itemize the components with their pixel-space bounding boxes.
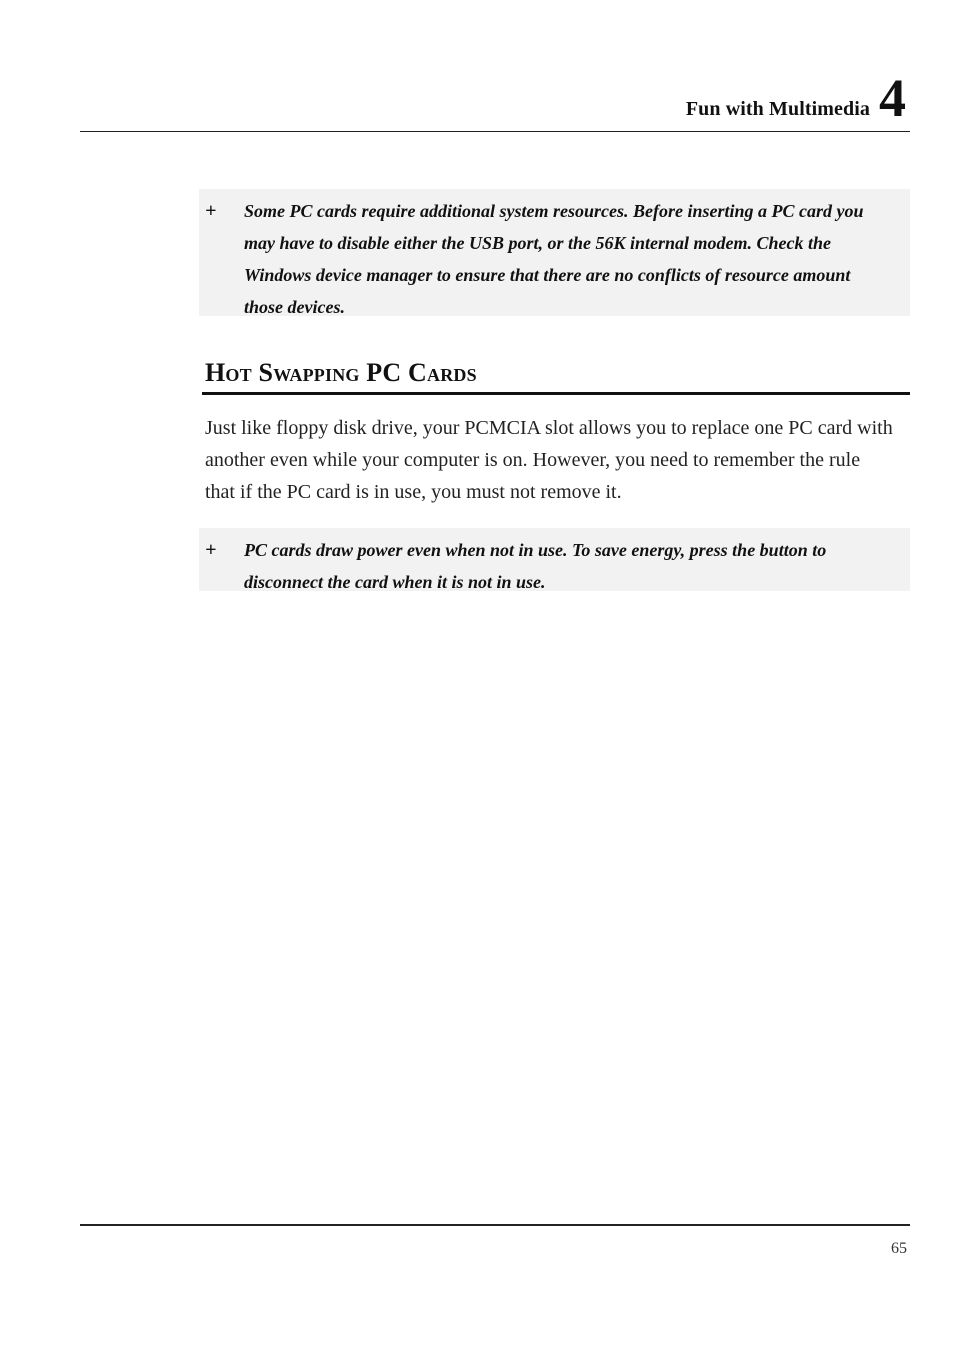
chapter-number: 4 bbox=[879, 68, 906, 128]
section-paragraph: Just like floppy disk drive, your PCMCIA slot allows you to replace one PC card with another even while your computer is on. However, you need to remember the rule that if the PC card is in use, you must not remove it. bbox=[205, 417, 893, 503]
page-header bbox=[80, 70, 910, 130]
page-number: 65 bbox=[891, 1240, 907, 1257]
note-plus-icon: + bbox=[205, 539, 217, 561]
header-divider bbox=[80, 131, 910, 132]
section-heading-rule bbox=[202, 392, 910, 395]
footer-divider bbox=[80, 1224, 910, 1226]
note-plus-icon: + bbox=[205, 200, 217, 222]
note-box-resources bbox=[199, 189, 910, 316]
note-text: Some PC cards require additional system resources. Before inserting a PC card you may have to disable either the USB port, or the 56K internal modem. Check the Windows device manager to ensure that there are no conflicts of resource amount those devices. bbox=[244, 201, 864, 317]
section-heading: Hot Swapping PC Cards bbox=[205, 358, 477, 387]
note-text: PC cards draw power even when not in use. To save energy, press the button to disconnect the card when it is not in use. bbox=[244, 540, 827, 592]
chapter-title: Fun with Multimedia bbox=[685, 98, 870, 120]
note-box-power bbox=[199, 528, 910, 591]
